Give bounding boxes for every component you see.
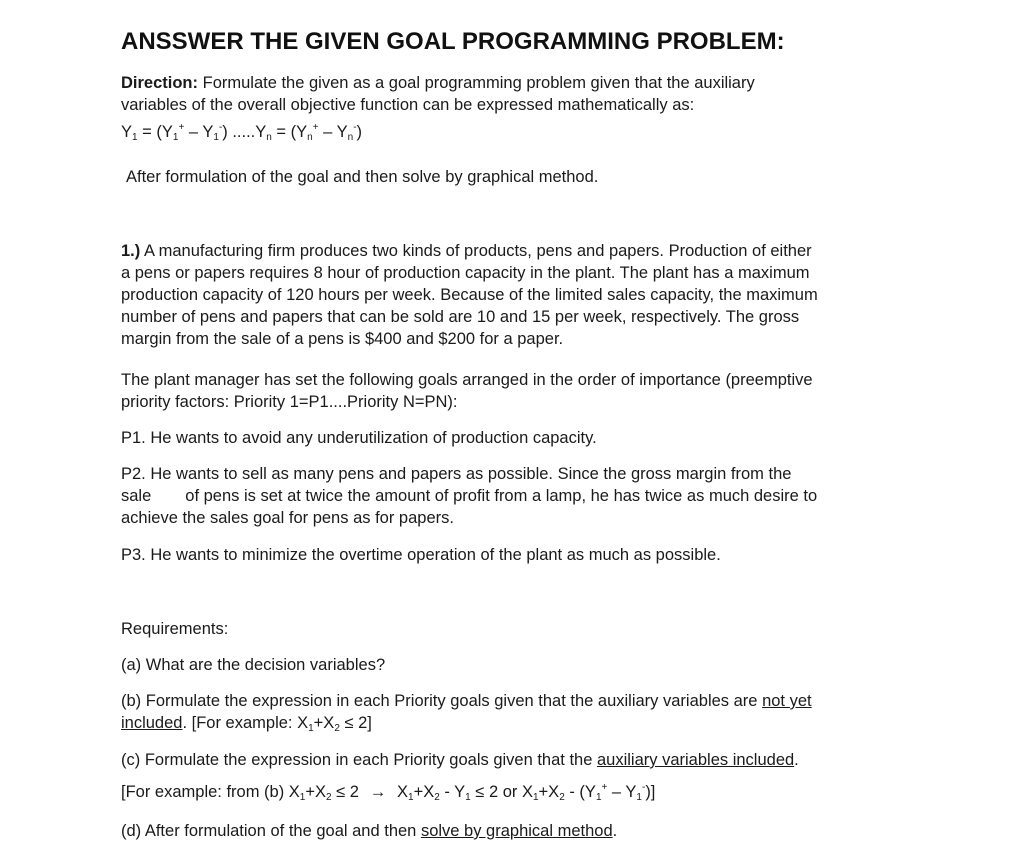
problem-line-1: 1.) A manufacturing firm produces two kinds of products, pens and papers. Production of either xyxy=(121,242,812,260)
requirement-b-line-2: included. [For example: $X_1+X_2 \le 2$] xyxy=(121,714,372,734)
goal-p2-line-2: sale of pens is set at twice the amount of profit from a lamp, he has twice as much desire to xyxy=(121,487,818,505)
goals-intro-line-2: priority factors: Priority 1=P1....Priority N=PN): xyxy=(121,393,458,411)
goal-p1: P1. He wants to avoid any underutilization of production capacity. xyxy=(121,429,597,447)
problem-line-4: number of pens and papers that can be sold are 10 and 15 per week, respectively. The gross xyxy=(121,308,800,326)
requirement-c-line-1: (c) Formulate the expression in each Priority goals given that the auxiliary variables included. xyxy=(121,751,799,769)
goal-p2-line-1: P2. He wants to sell as many pens and papers as possible. Since the gross margin from the xyxy=(121,465,792,483)
direction-line-1 xyxy=(121,72,755,94)
goals-intro-line-1: The plant manager has set the following goals arranged in the order of importance (preemptive xyxy=(121,371,813,389)
requirements-heading: Requirements: xyxy=(121,620,229,638)
requirement-d: (d) After formulation of the goal and then solve by graphical method. xyxy=(121,822,618,840)
requirement-a: (a) What are the decision variables? xyxy=(121,656,386,674)
direction-text-1: Formulate the given as a goal programming problem given that the auxiliary xyxy=(202,74,755,92)
page-title: ANSSWER THE GIVEN GOAL PROGRAMMING PROBLEM: xyxy=(121,28,785,55)
problem-number: 1.) xyxy=(121,242,141,260)
problem-line-5: margin from the sale of a pens is $400 and $200 for a paper. xyxy=(121,330,564,348)
goal-p3: P3. He wants to minimize the overtime operation of the plant as much as possible. xyxy=(121,546,721,564)
problem-line-3: production capacity of 120 hours per week. Because of the limited sales capacity, the maximum xyxy=(121,286,818,304)
direction-label: Direction: xyxy=(121,74,199,92)
requirement-b-line-1: (b) Formulate the expression in each Priority goals given that the auxiliary variables are not yet xyxy=(121,692,812,710)
arrow-icon: → xyxy=(369,783,387,801)
after-formulation-note: After formulation of the goal and then solve by graphical method. xyxy=(126,168,599,186)
requirement-c-example: [For example: from (b) $X_1+X_2 \le 2 \to X_1+X_2 - Y_1 \le 2$ or $X_1+X_2 - (Y_1^+ - Y_1^-)$] xyxy=(121,782,656,803)
auxiliary-formula: $Y_1 = (Y_1^+ - Y_1^-) .....Y_n = (Y_n^+ - Y_n^-)$ xyxy=(121,122,363,143)
goal-p2-line-3: achieve the sales goal for pens as for papers. xyxy=(121,509,454,527)
problem-line-2: a pens or papers requires 8 hour of production capacity in the plant. The plant has a maximum xyxy=(121,264,810,282)
direction-line-2: variables of the overall objective function can be expressed mathematically as: xyxy=(121,96,695,114)
